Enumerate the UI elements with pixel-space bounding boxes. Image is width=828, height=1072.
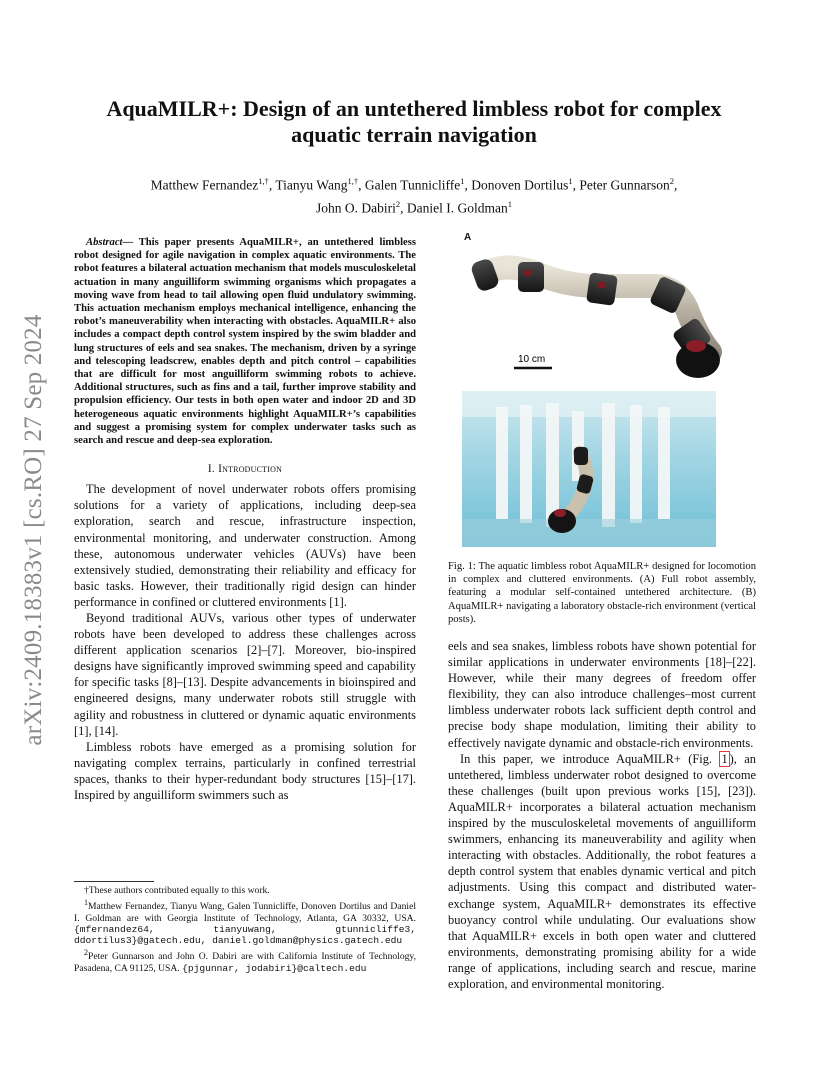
scale-bar-label: 10 cm xyxy=(518,354,546,365)
figure-caption: Fig. 1: The aquatic limbless robot AquaMILR+ designed for locomotion in complex and cluttered environments. (A) Full robot assembly, featuring a modular self-contained untethered architecture. (B) AquaMILR+ navigating a laboratory obstacle-rich environment (vertical posts). xyxy=(448,561,756,625)
author: Tianyu Wang xyxy=(275,177,348,193)
tank-photo-b xyxy=(462,391,716,547)
paper-title: AquaMILR+: Design of an untethered limbless robot for complex aquatic terrain navigation xyxy=(106,96,722,147)
abstract-text: — This paper presents AquaMILR+, an untethered limbless robot designed for agile navigation in complex aquatic environments. The robot features a bilateral actuation mechanism that models musculoskeletal actuation in many anguilliform swimming organisms which propagates a moving wave from head to tail allowing open fluid undulatory swimming. This actuation mechanism employs mechanical intelligence, enhancing the robot’s maneuverability when interacting with obstacles. AquaMILR+ also includes a compact depth control system inspired by the swim bladder and lung structures of eels and sea snakes. The mechanism, driven by a syringe and telescoping leadscrew, enables depth and pitch control – capabilities that are difficult for most anguilliform swimming robots to achieve. Additional structures, such as fins and a tail, further improve stability and propulsion efficiency. Our tests in both open water and indoor 2D and 3D heterogeneous aquatic environments highlight AquaMILR+’s capabilities and suggest a promising system for complex underwater tasks such as search and rescue and deep-sea exploration. xyxy=(74,237,416,447)
section-title: Introduction xyxy=(218,463,283,476)
author-list: Matthew Fernandez$^{1,\dagger}$, Tianyu Wang$^{1,\dagger}$, Galen Tunnicliffe$^1$, Donoven Dortilus$^1$, Peter Gunnarson$^2$, John O. Dabiri$^2$, Daniel I. Goldman$^1$ xyxy=(150,176,678,215)
arxiv-identifier: arXiv:2409.18383v1 [cs.RO] 27 Sep 2024 xyxy=(20,314,47,746)
figure-reference-link[interactable]: 1 xyxy=(721,751,728,766)
abstract-label: Abstract xyxy=(86,237,123,248)
abstract xyxy=(74,236,416,447)
author: John O. Dabiri xyxy=(316,200,396,215)
email-list-gatech: {mfernandez64, tianyuwang, gtunnicliffe3, ddortilus3}@gatech.edu, daniel.goldman@physics.gatech.edu xyxy=(74,923,416,946)
author: Galen Tunnicliffe xyxy=(364,177,461,193)
intro-paragraph: Beyond traditional AUVs, various other types of underwater robots have been developed to address these challenges across different application scenarios [2]–[7]. Moreover, bio-inspired designs have significantly improved swimming speed and capability for specific tasks [8]–[13]. Despite advancements in bioinspired and engineered designs, many underwater robots still struggle with agility and robustness in cluttered or dynamic aquatic environments [1], [14]. xyxy=(74,611,416,738)
figure-1 xyxy=(448,232,756,552)
section-number: I. xyxy=(207,463,215,476)
intro-paragraph: Limbless robots have emerged as a promising solution for navigating complex terrains, particularly in confined terrestrial spaces, thanks to their hyper-redundant body structures [15]–[17]. Inspired by anguilliform swimmers such as xyxy=(74,739,416,803)
footnotes xyxy=(74,881,416,975)
panel-label-a: A xyxy=(464,232,472,243)
author: Donoven Dortilus xyxy=(471,177,569,193)
footnote-affiliation-1: $^1$Matthew Fernandez, Tianyu Wang, Galen Tunnicliffe, Donoven Dortilus and Daniel I. Goldman are with Georgia Institute of Technology, Atlanta, GA 30332, USA. {mfernandez64, tianyuwang, gtunnicliffe3, ddortilus3}@gatech.edu, daniel.goldman@physics.gatech.edu xyxy=(74,898,416,946)
author: Peter Gunnarson xyxy=(579,177,670,193)
author: Daniel I. Goldman xyxy=(406,200,508,215)
footnote-affiliation-2: $^2$Peter Gunnarson and John O. Dabiri are with California Institute of Technology, Pasadena, CA 91125, USA. {pjgunnar, jodabiri}@caltech.edu xyxy=(74,948,416,974)
robot-photo-a xyxy=(448,242,756,382)
footnote-rule xyxy=(74,881,154,882)
section-heading xyxy=(74,463,416,475)
author: Matthew Fernandez xyxy=(150,177,259,193)
intro-paragraph: The development of novel underwater robots offers promising solutions for a variety of applications, including deep-sea exploration, search and rescue, infrastructure inspection, environmental monitoring, and underwater construction. Among these, autonomous underwater vehicles (AUVs) have been extensively studied, demonstrating their reliability and efficacy for basic tasks. However, their traditionally rigid design can hinder performance in confined or cluttered environments [1]. xyxy=(74,482,416,609)
right-column xyxy=(448,232,756,992)
email-list-caltech: {pjgunnar, jodabiri}@caltech.edu xyxy=(182,962,367,974)
body-paragraph: eels and sea snakes, limbless robots have shown potential for similar applications in underwater environments [18]–[22]. However, while their many degrees of freedom offer flexibility, they can also introduce challenges–most current limbless underwater robots lack sufficient depth control and precise body shape modulation, limiting their ability to effectively navigate dynamic and obstacle-rich environments. xyxy=(448,639,756,750)
arxiv-sidebar-stamp xyxy=(16,280,52,780)
body-paragraph: In this paper, we introduce AquaMILR+ (Fig. 1 ), an untethered, limbless underwater robot designed to overcome these challenges (built upon previous works [15], [23]). AquaMILR+ incorporates a bilateral actuation mechanism inspired by the musculoskeletal movements of anguilliform swimmers, enhancing its maneuverability and agility when interacting with obstacles. Additionally, the robot features a depth control system that enables dynamic vertical and pitch adjustments. Using this compact and distributed water-exchange system, AquaMILR+ demonstrates its effective buoyancy control while undulating. Our evaluations show that AquaMILR+ excels in both open water and cluttered environments, demonstrating promising ability for a wide range of applications, including search and rescue, marine exploration, and environmental monitoring. xyxy=(448,751,756,991)
footnote-equal-contribution: †These authors contributed equally to this work. xyxy=(84,885,270,896)
left-column xyxy=(74,236,416,803)
